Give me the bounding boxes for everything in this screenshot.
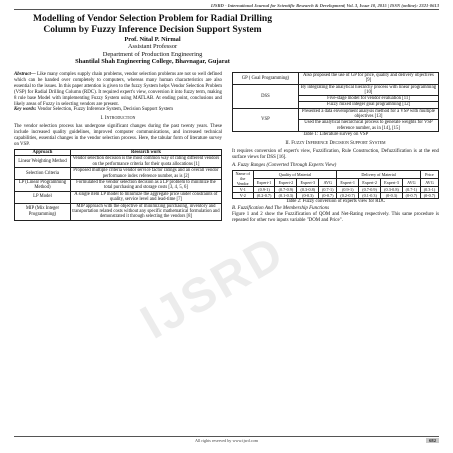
table-header-quality: Quality of Material — [253, 170, 337, 178]
table-subheader: AVG — [319, 178, 337, 186]
table-cell-approach: LP (Linear Programming Method) — [15, 179, 71, 191]
keywords — [14, 107, 222, 113]
section-fuzzy-text: It requires conversion of expert's view, Fuzzification, Rule Construction, Defuzzification is at the end surface views for DSS [16]. — [232, 148, 439, 160]
keywords-label: Key words: — [14, 107, 37, 113]
table-cell: (0.9-1) — [253, 186, 275, 192]
table1-caption: Table 1: Literature survey on VSP — [302, 131, 369, 137]
table-cell-approach: MIP (Mix Integer Programming) — [15, 203, 71, 220]
table-cell-research: Vendor selection decision is the most common way of rating different vendors on the performance criteria for their quota allocations [1] — [70, 156, 221, 168]
table-cell-approach: LP Model — [15, 191, 71, 203]
abstract-text: Like many complex supply chain problems, vendor selection problems are not so well defined which can be handed over completely to computers, whereas many human characteristics are also essential to the issues. In this paper attention is given to the fuzzy System helps Vendor Selection Problem (VSP) for Radial Drilling Column (RDC). It required expert's view, conversion it into fuzzy term, making 8 rule base Model with implementing Fuzzy System using MATLAB. At ending point, conclusions and likely areas of Fuzzy in selecting vendors are present. — [14, 72, 222, 107]
table-subheader: AVG — [420, 178, 438, 186]
table-cell: (0.3-0.8) — [297, 186, 319, 192]
table-cell-vendor: V-1 — [233, 186, 254, 192]
abstract-label: Abstract— — [14, 72, 36, 77]
table-cell: (0-0.7) — [420, 192, 438, 198]
table-row — [233, 108, 439, 120]
table-cell-approach: Selection Criteria — [15, 168, 71, 180]
table-subheader: Expert-1 — [253, 178, 275, 186]
author-role: Assistant Professor — [127, 43, 178, 51]
table-cell: (0.2-0.7) — [253, 192, 275, 198]
table-cell-research: Five-stage model for vendor evaluation [11] — [298, 96, 438, 102]
table-cell-research: Proposed multiple criteria vendor service factor ratings and an overall vendor performance index reference number, as is [2] — [70, 168, 221, 180]
section-introduction-heading: I. Introduction — [100, 116, 136, 122]
watermark: IJSRD — [132, 225, 295, 350]
table-cell: (0-0.3) — [297, 192, 319, 198]
table-cell: (0-0.3) — [381, 192, 403, 198]
right-column — [232, 72, 439, 224]
abstract — [14, 72, 222, 107]
fuzzy-ranges-table — [232, 170, 439, 199]
table-cell-approach: Linear Weighting Method — [15, 156, 71, 168]
table-subheader-row — [233, 178, 439, 186]
table-subheader: AVG — [402, 178, 420, 186]
table-subheader: Expert-2 — [275, 178, 297, 186]
table-header-approach: Approach — [15, 149, 71, 155]
author-block — [20, 36, 285, 66]
keywords-text: Vendor Selection, Fuzzy Inference System, Decision Support System — [36, 107, 173, 113]
subsection-b-heading: B. Fuzzification And The Membership Functions — [232, 206, 330, 212]
table-cell-approach: GP ( Goal Programming) — [233, 73, 299, 85]
subsection-a-heading: A. Fuzzy Ranges (Converted Through Experts View) — [232, 162, 337, 168]
table-cell-approach: VSP — [233, 108, 299, 131]
table-cell-approach: DSS — [233, 84, 299, 108]
literature-table-part2 — [232, 72, 439, 132]
page-footer — [14, 436, 439, 443]
table-row — [233, 84, 439, 96]
table-cell-research: Formulated the vendor selection decision as a LP problem to minimize the total purchasing and storage costs [3, 4, 5, 6] — [70, 179, 221, 191]
table-cell-research: Presented a data envelopment analysis method for a VSP with multiple objectives [13] — [298, 108, 438, 120]
table-cell: (0.1-0.3) — [275, 192, 297, 198]
left-column — [14, 72, 222, 221]
table-subheader: Expert-3 — [381, 178, 403, 186]
literature-table-part1 — [14, 149, 222, 221]
table-cell: (0.7-1) — [402, 186, 420, 192]
table-row — [15, 203, 222, 220]
journal-header: IJSRD - International Journal for Scientific Research & Development| Vol. 3, Issue 10, 2015 | ISSN (online): 2321-0613 — [14, 3, 439, 10]
table2-caption: Table 2: Fuzzy conversion of experts view for RDC — [285, 198, 386, 204]
footer-text: All rights reserved by www.ijsrd.com — [195, 438, 258, 443]
table-header-price: Price — [420, 170, 438, 178]
table-row — [233, 73, 439, 85]
table-cell: (0.7-0.9) — [275, 186, 297, 192]
table-row — [15, 156, 222, 168]
table-cell: (0-0.7) — [319, 192, 337, 198]
page-number: 682 — [426, 438, 439, 443]
table-cell: (0.9-1) — [337, 186, 359, 192]
table-cell-research: A single item LP model to minimize the aggregate price under constraints of quality, service level and lead-time [7] — [70, 191, 221, 203]
table-row — [15, 191, 222, 203]
table-cell-vendor: V-2 — [233, 192, 254, 198]
author-department: Department of Production Engineering — [102, 50, 203, 58]
table-cell-research: Used the analytical hierarchical process to generate weights for VSP reference number, as in [14], [15] — [298, 120, 438, 132]
subsection-b-text: Figure 1 and 2 show the Fuzzification of QOM and Net-Rating respectively. This same procedure is repeated for other two inputs variable "DOM and Price". — [232, 212, 439, 224]
table-header-row — [233, 170, 439, 178]
table-header-vendor: Name of the Vendor — [233, 170, 254, 186]
table-subheader: Expert-1 — [337, 178, 359, 186]
author-name: Prof. Nital P. Nirmal — [124, 36, 181, 43]
table-subheader: Expert-2 — [359, 178, 381, 186]
table-cell-research: MIP approach with the objective of minimizing purchasing, inventory and transportation related costs without any specific mathematical formulation and demonstrated it through selecting the vendors [8] — [72, 203, 220, 220]
table-cell: (0-0.7) — [402, 192, 420, 198]
table-row — [15, 168, 222, 180]
section-fuzzy-heading: II. Fuzzy Inference Decision Support System — [285, 140, 386, 146]
table-cell-research: By integrating the analytical hierarchy process with linear programming [10] — [298, 84, 438, 96]
introduction-text: The vendor selection process has undergone significant changes during the past twenty years. These include increased quality guidelines, improved computer communications, and increased technical capabilities, essential changes in the vendor selection process. Here, the tabular form of literature survey on VSP. — [14, 124, 222, 147]
author-college: Shantilal Shah Engineering College, Bhavnagar, Gujarat — [75, 58, 230, 66]
table-row — [15, 179, 222, 191]
table-cell: (0.3-0.8) — [381, 186, 403, 192]
table-header-delivery: Delivery of Material — [337, 170, 421, 178]
table-row — [233, 192, 439, 198]
table-cell: (0.7-0.9) — [359, 186, 381, 192]
table-header-research: Research work — [70, 149, 221, 155]
table-cell-research: Also proposed the use of GP for price, quality and delivery objectives [9] — [298, 73, 438, 85]
table-cell: (0.2-0.7) — [337, 192, 359, 198]
table-cell: (0.7-1) — [319, 186, 337, 192]
table-cell: (0.1-0.3) — [359, 192, 381, 198]
table-cell: (0.3-1) — [420, 186, 438, 192]
table-subheader: Expert-3 — [297, 178, 319, 186]
table-cell-research: Fuzzy mixed integer goal programming [12] — [298, 102, 438, 108]
paper-title: Modelling of Vendor Selection Problem for Radial Drilling Column by Fuzzy Inference Decision Support System — [32, 13, 273, 35]
